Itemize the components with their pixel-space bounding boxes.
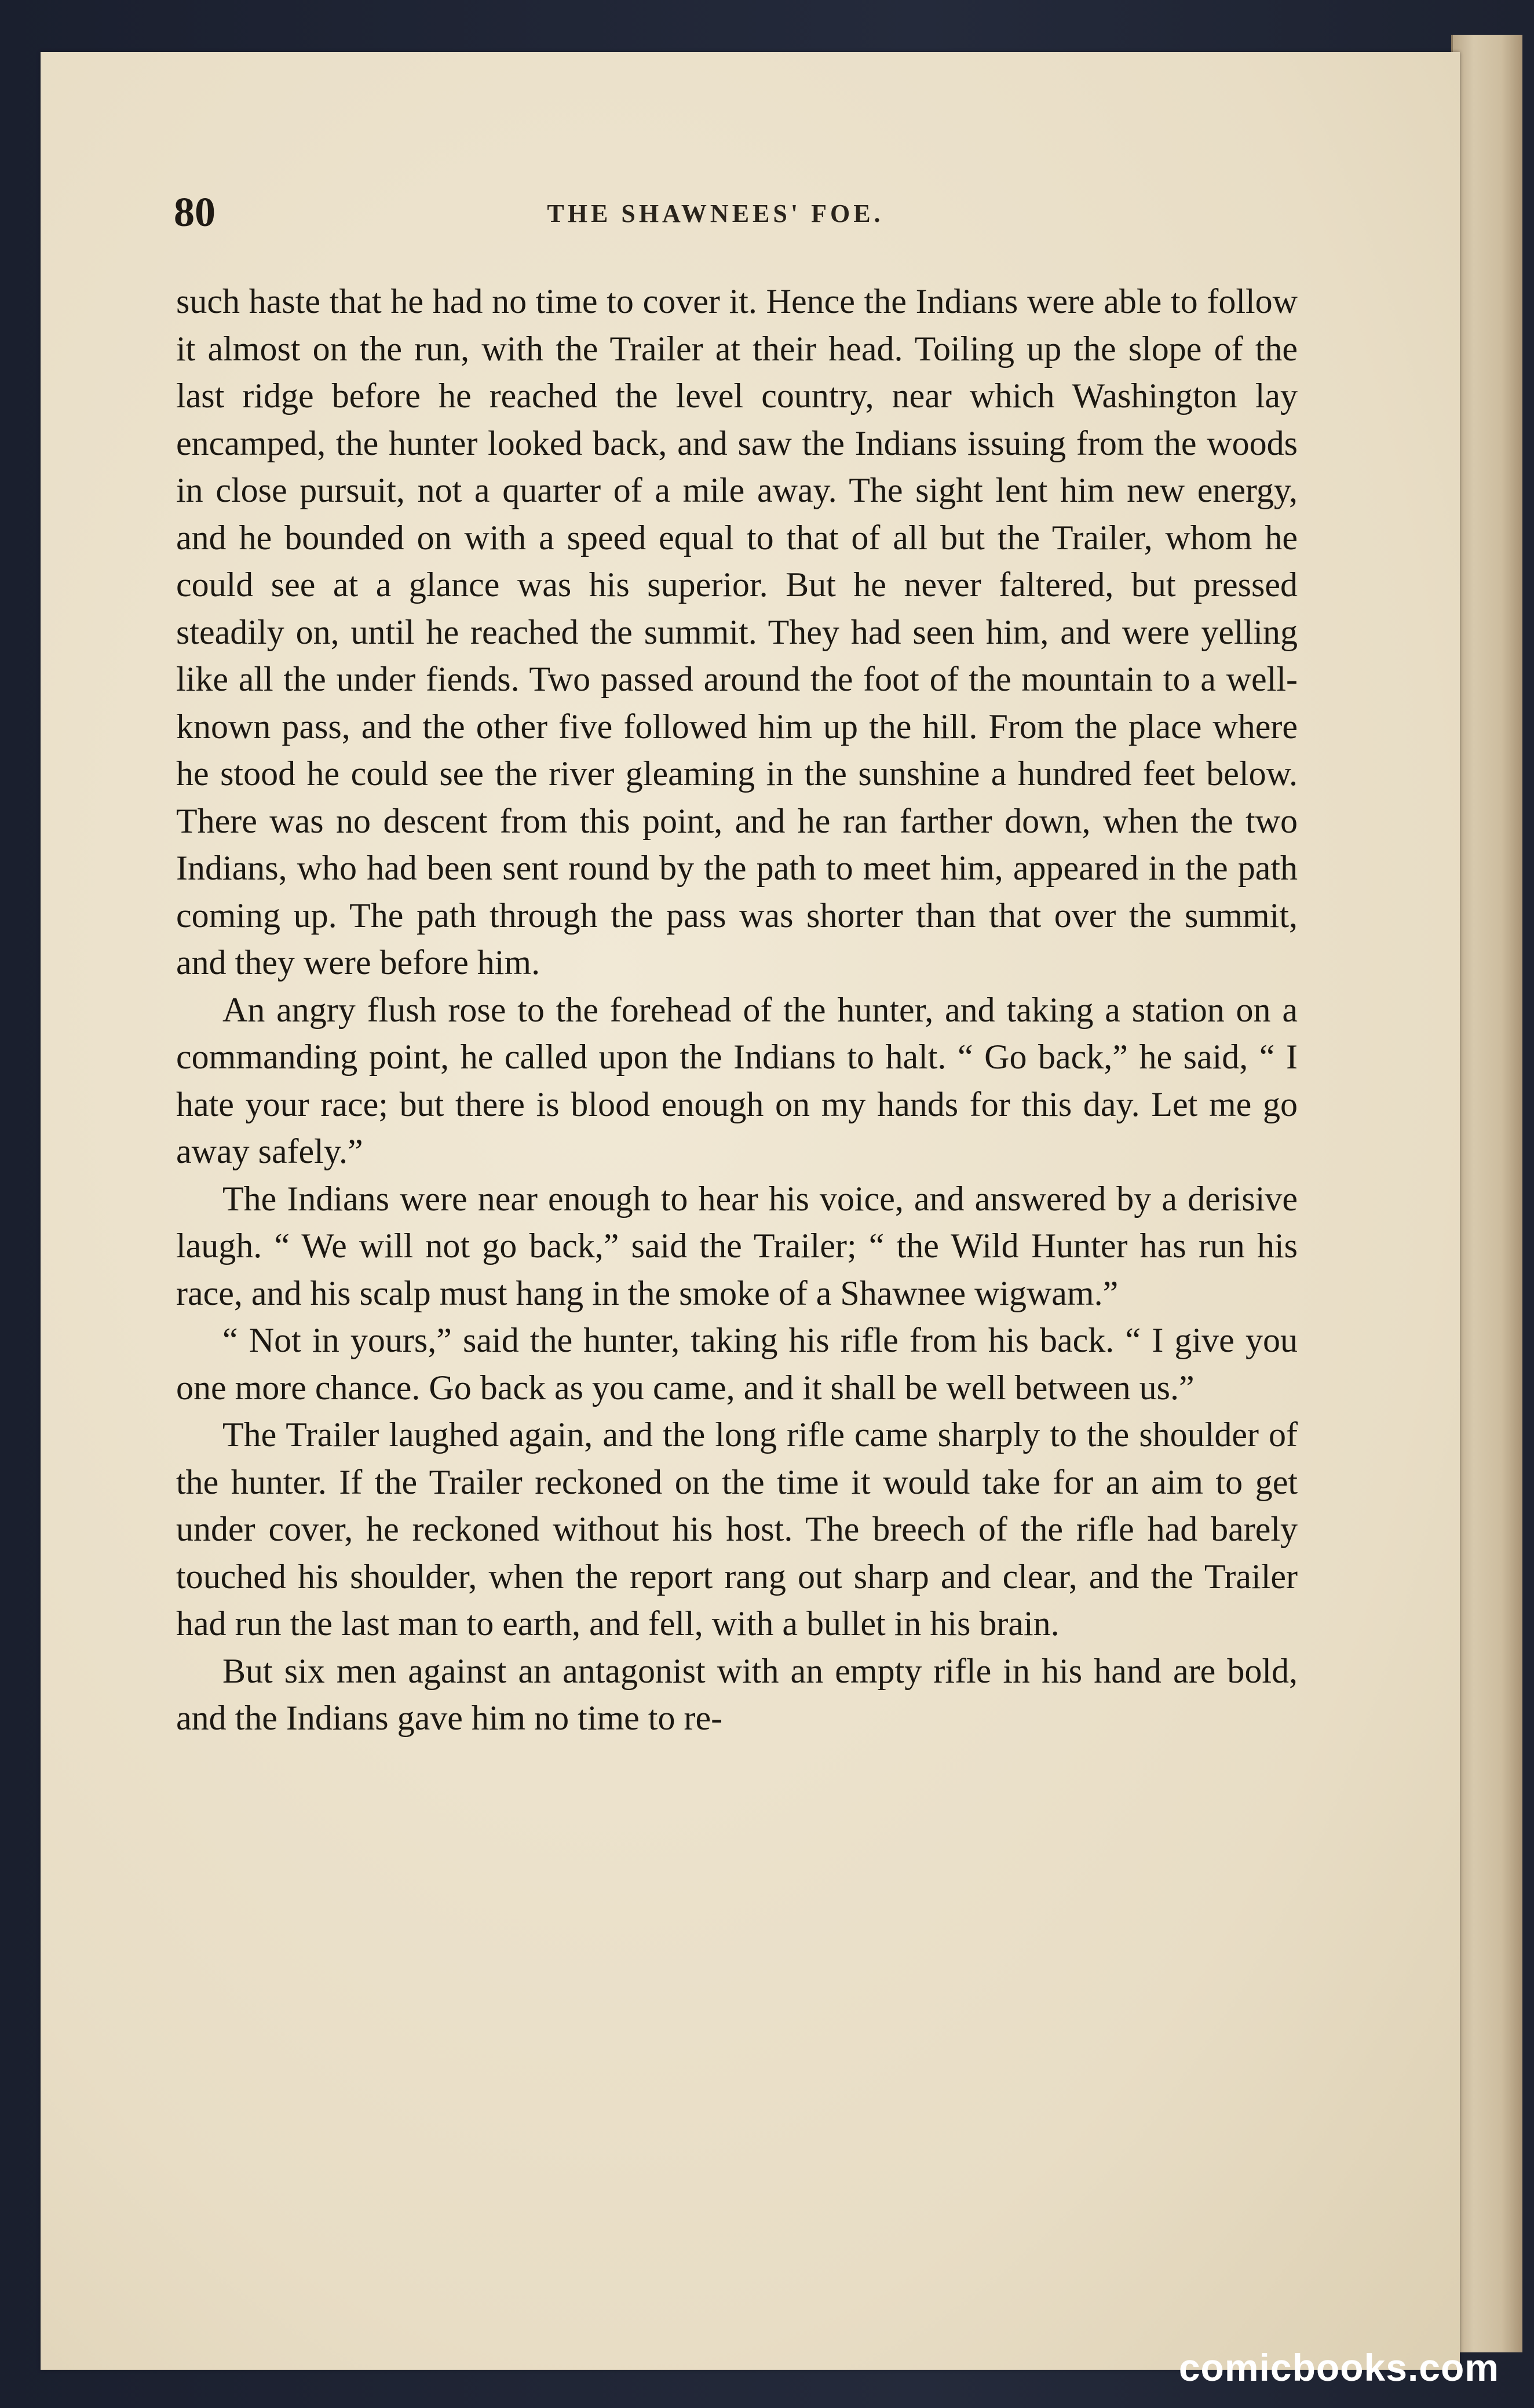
paragraph: But six men against an antagonist with an empty rifle in his hand are bold, and the Indians gave him no time to re- <box>176 1651 1298 1737</box>
page-header <box>133 188 1298 252</box>
running-title: THE SHAWNEES' FOE. <box>547 199 884 228</box>
watermark: comicbooks.com <box>1178 2346 1499 2389</box>
body-text <box>176 278 1298 1742</box>
paragraph: An angry flush rose to the forehead of the hunter, and taking a station on a commanding point, he called upon the Indians to halt. “ Go back,” he said, “ I hate your race; but there is blood enough on my hands for this day. Let me go away safely.” <box>176 990 1298 1170</box>
page-number: 80 <box>174 189 216 235</box>
paragraph: such haste that he had no time to cover it. Hence the Indians were able to follow it almost on the run, with the Trailer at their head. Toiling up the slope of the last ridge before he reached the level country, near which Washington lay encamped, the hunter looked back, and saw the Indians issuing from the woods in close pursuit, not a quarter of a mile away. The sight lent him new energy, and he bounded on with a speed equal to that of all but the Trailer, whom he could see at a glance was his superior. But he never faltered, but pressed steadily on, until he reached the summit. They had seen him, and were yelling like all the under fiends. Two passed around the foot of the mountain to a well-known pass, and the other five followed him up the hill. From the place where he stood he could see the river gleaming in the sunshine a hundred feet below. There was no descent from this point, and he ran farther down, when the two Indians, who had been sent round by the path to meet him, appeared in the path coming up. The path through the pass was shorter than that over the summit, and they were before him. <box>176 282 1298 982</box>
paragraph: The Trailer laughed again, and the long rifle came sharply to the shoulder of the hunter. If the Trailer reckoned on the time it would take for an aim to get under cover, he reckoned without his host. The breech of the rifle had barely touched his shoulder, when the report rang out sharp and clear, and the Trailer had run the last man to earth, and fell, with a bullet in his brain. <box>176 1415 1298 1643</box>
paragraph: The Indians were near enough to hear his voice, and answered by a derisive laugh. “ We will not go back,” said the Trailer; “ the Wild Hunter has run his race, and his scalp must hang in the smoke of a Shawnee wigwam.” <box>176 1179 1298 1312</box>
paragraph: “ Not in yours,” said the hunter, taking his rifle from his back. “ I give you one more chance. Go back as you came, and it shall be well between us.” <box>176 1321 1298 1407</box>
book-spine <box>1451 35 1522 2352</box>
